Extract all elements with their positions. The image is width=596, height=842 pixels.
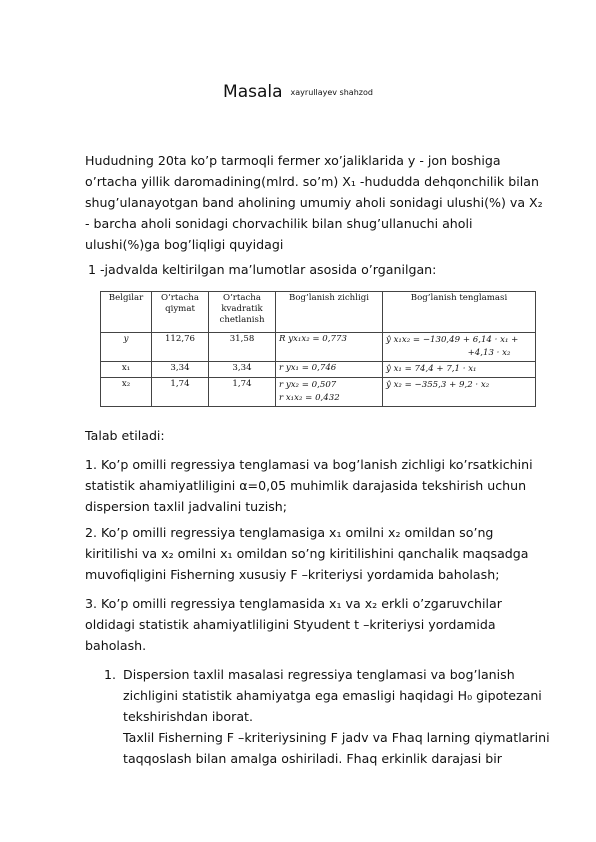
task-line: baholash.	[85, 638, 147, 653]
task-line: dispersion taxlil jadvalini tuzish;	[85, 499, 288, 514]
mean-cell: 112,76	[152, 333, 209, 362]
corr-cell: r yx₁ = 0,746	[276, 362, 383, 378]
intro-line: shug’ulanayotgan band aholining umumiy aholi sonidagi ulushi(%) va X₂	[85, 195, 543, 210]
table-row	[101, 362, 536, 378]
list-line: taqqoslash bilan amalga oshiriladi. Fhaq erkinlik darajasi bir	[123, 751, 502, 766]
sign-cell: x₁	[101, 362, 152, 378]
task-1	[85, 454, 545, 517]
task-2	[85, 522, 545, 585]
task-line: statistik ahamiyatliligini α=0,05 muhimlik darajasida tekshirish uchun	[85, 478, 527, 493]
header-cell: O’rtacha qiymat	[152, 292, 209, 333]
intro-line: - barcha aholi sonidagi chorvachilik bilan shug’ullanuchi aholi	[85, 216, 473, 231]
task-line: 2. Ko’p omilli regressiya tenglamasiga x₁ omilni x₂ omildan so’ng	[85, 525, 494, 540]
list-line: zichligini statistik ahamiyatga ega emasligi haqidagi H₀ gipotezani	[123, 688, 542, 703]
title-main: Masala	[223, 82, 283, 102]
list-line: Dispersion taxlil masalasi regressiya tenglamasi va bog’lanish	[123, 667, 515, 682]
sign-cell: y	[101, 333, 152, 362]
equation-cell: ŷ x₁x₂ = −130,49 + 6,14 · x₁ + +4,13 · x₂	[383, 333, 536, 362]
task-line: kiritilishi va x₂ omilni x₁ omildan so’ng kiritilishini qanchalik maqsadga	[85, 546, 529, 561]
corr-cell: r yx₂ = 0,507 r x₁x₂ = 0,432	[276, 378, 383, 407]
equation-cell: ŷ x₁ = 74,4 + 7,1 · x₁	[383, 362, 536, 378]
list-item	[123, 664, 554, 769]
table-row	[101, 378, 536, 407]
statistics-table	[100, 291, 536, 407]
task-line: 1. Ko’p omilli regressiya tenglamasi va bog’lanish zichligi ko’rsatkichini	[85, 457, 533, 472]
sd-cell: 31,58	[209, 333, 276, 362]
table-row	[101, 333, 536, 362]
intro-line: Hududning 20ta ko’p tarmoqli fermer xo’jaliklarida y - jon boshiga	[85, 153, 501, 168]
sd-cell: 3,34	[209, 362, 276, 378]
task-line: muvofiqligini Fisherning xususiy F –kriteriysi yordamida baholash;	[85, 567, 500, 582]
header-cell: O’rtacha kvadratik chetlanish	[209, 292, 276, 333]
sign-cell: x₂	[101, 378, 152, 407]
intro-line: ulushi(%)ga bog’liqligi quyidagi	[85, 237, 284, 252]
list-line: tekshirishdan iborat.	[123, 709, 253, 724]
equation-cell: ŷ x₂ = −355,3 + 9,2 · x₂	[383, 378, 536, 407]
table-header-row	[101, 292, 536, 333]
table-caption: 1 -jadvalda keltirilgan ma’lumotlar asosida o’rganilgan:	[88, 262, 437, 277]
header-cell: Bog’lanish tenglamasi	[383, 292, 536, 333]
corr-cell: R yx₁x₂ = 0,773	[276, 333, 383, 362]
document-title	[0, 82, 596, 102]
task-3	[85, 593, 545, 656]
problem-statement	[85, 150, 543, 255]
header-cell: Bog’lanish zichligi	[276, 292, 383, 333]
list-number: 1.	[104, 667, 117, 682]
task-line: oldidagi statistik ahamiyatliligini Styudent t –kriteriysi yordamida	[85, 617, 496, 632]
header-cell: Belgilar	[101, 292, 152, 333]
task-line: 3. Ko’p omilli regressiya tenglamasida x₁ va x₂ erkli o’zgaruvchilar	[85, 596, 502, 611]
sd-cell: 1,74	[209, 378, 276, 407]
mean-cell: 3,34	[152, 362, 209, 378]
title-author: xayrullayev shahzod	[290, 88, 373, 97]
requirements-heading: Talab etiladi:	[85, 428, 165, 443]
intro-line: o’rtacha yillik daromadining(mlrd. so’m) X₁ -hududda dehqonchilik bilan	[85, 174, 539, 189]
mean-cell: 1,74	[152, 378, 209, 407]
numbered-list	[104, 664, 554, 769]
list-line: Taxlil Fisherning F –kriteriysining F jadv va Fhaq larning qiymatlarini	[123, 730, 550, 745]
